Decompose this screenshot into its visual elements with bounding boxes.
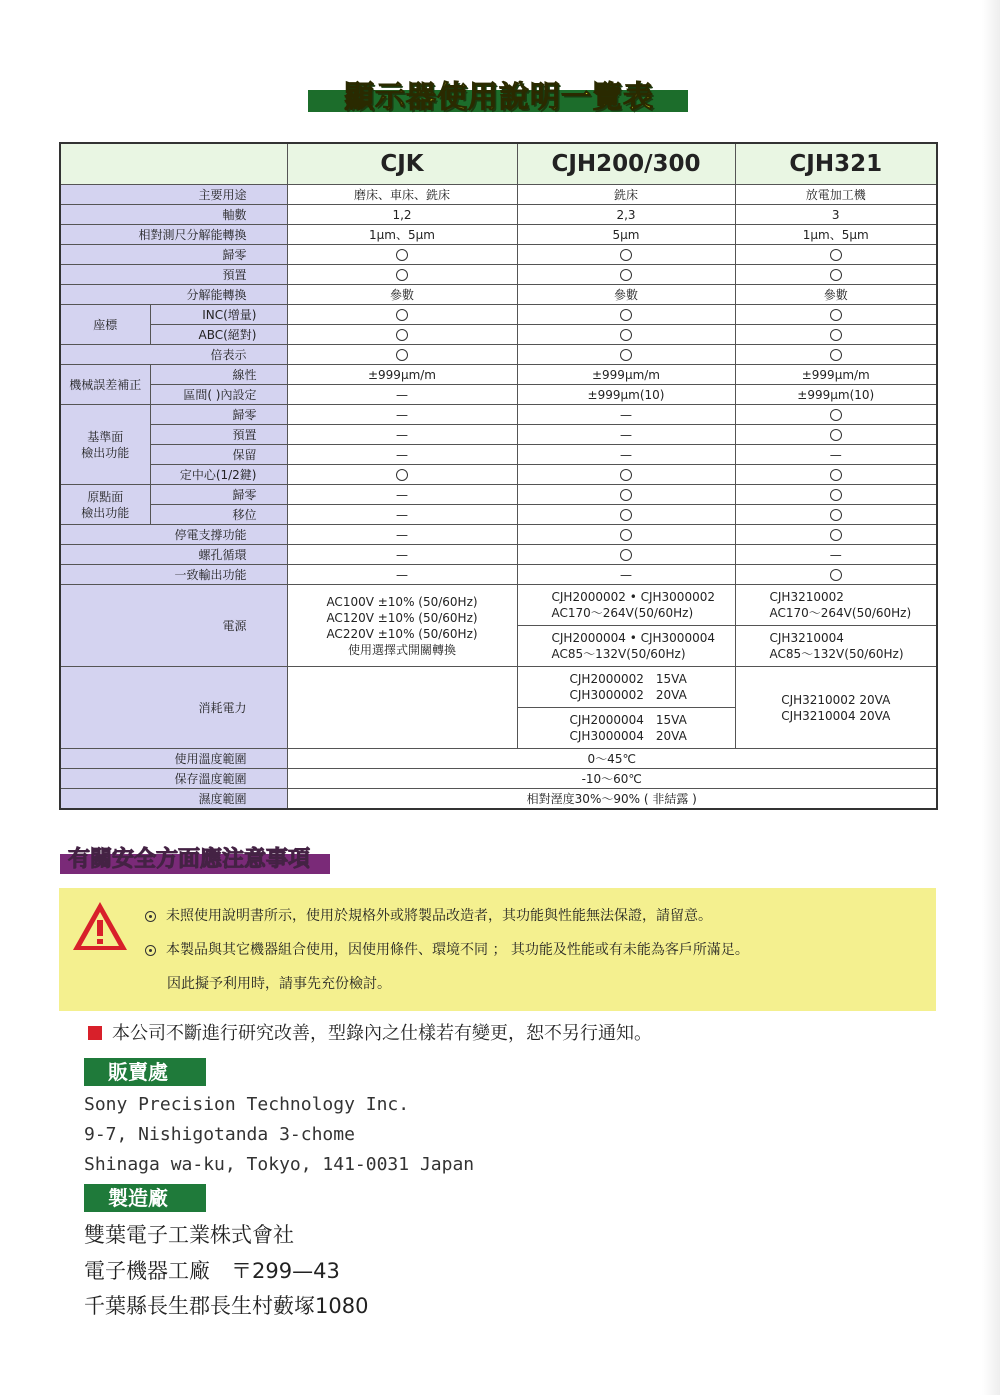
- bullet-icon: [145, 911, 156, 922]
- cell: —: [287, 545, 517, 565]
- row-label: 停電支撐功能: [60, 525, 287, 545]
- row-label: 濕度範圍: [60, 789, 287, 810]
- cell: 銑床: [517, 185, 735, 205]
- cell: 參數: [735, 285, 937, 305]
- circle-icon: [620, 309, 632, 321]
- cell: —: [735, 445, 937, 465]
- cell: —: [517, 565, 735, 585]
- red-square-icon: [88, 1026, 102, 1040]
- cell: [517, 485, 735, 505]
- cell: —: [287, 525, 517, 545]
- notice: [88, 1019, 652, 1045]
- row-label: 使用溫度範圍: [60, 749, 287, 769]
- circle-icon: [830, 249, 842, 261]
- row-label: 定中心(1/2鍵): [150, 465, 287, 485]
- row-label: 移位: [150, 505, 287, 525]
- table-row: [60, 789, 937, 810]
- row-label: 區間( )內設定: [150, 385, 287, 405]
- warning-icon: [71, 900, 129, 952]
- sales-address-line: Sony Precision Technology Inc.: [84, 1094, 410, 1115]
- table-row: [60, 525, 937, 545]
- title-text: 顯示器使用說明一覽表: [344, 80, 654, 115]
- cell: [287, 325, 517, 345]
- cell: 參數: [287, 285, 517, 305]
- power-cjk-cell: [287, 585, 517, 667]
- consumption-cjh200-b: [517, 708, 735, 749]
- circle-icon: [830, 569, 842, 581]
- safety-text: 未照使用說明書所示，使用於規格外或將製品改造者，其功能與性能無法保證，請留意。: [166, 908, 712, 924]
- table-row: [60, 585, 937, 626]
- circle-icon: [396, 329, 408, 341]
- cell: [287, 345, 517, 365]
- power-line: AC120V ±10% (50/60Hz): [326, 610, 478, 625]
- cell: [735, 325, 937, 345]
- cell: 磨床、車床、銑床: [287, 185, 517, 205]
- power-line: AC170〜264V(50/60Hz): [769, 606, 912, 620]
- table-row: [60, 565, 937, 585]
- manufacturer-line: 千葉縣長生郡長生村藪塚1080: [84, 1294, 369, 1318]
- power-cjh200-a: [517, 585, 735, 626]
- cell: ±999μm/m: [517, 365, 735, 385]
- cell: 放電加工機: [735, 185, 937, 205]
- cell: [735, 485, 937, 505]
- cell: —: [287, 405, 517, 425]
- power-line: AC100V ±10% (50/60Hz): [326, 594, 478, 609]
- circle-icon: [620, 329, 632, 341]
- cell: 相對溼度30%〜90% ( 非結露 ): [287, 789, 937, 810]
- group-label: 座標: [60, 305, 150, 345]
- table-row: [60, 485, 937, 505]
- safety-text: 本製品與其它機器組合使用，因使用條件、環境不同 ； 其功能及性能或有未能為客戶所滿足。: [166, 942, 749, 958]
- cell: [517, 525, 735, 545]
- table-row: [60, 285, 937, 305]
- cell: 參數: [517, 285, 735, 305]
- group-label: [60, 485, 150, 525]
- cell: —: [287, 425, 517, 445]
- consumption-line: CJH2000002 15VA: [569, 672, 687, 686]
- cell: —: [517, 445, 735, 465]
- bullet-icon: [145, 945, 156, 956]
- group-label-line: 檢出功能: [81, 505, 130, 520]
- table-row: [60, 365, 937, 385]
- safety-item: [145, 905, 712, 925]
- sales-address-line: Shinaga wa-ku, Tokyo, 141-0031 Japan: [84, 1154, 475, 1175]
- cell: —: [287, 505, 517, 525]
- circle-icon: [830, 309, 842, 321]
- consumption-cjh321: [735, 667, 937, 749]
- table-row: [60, 185, 937, 205]
- cell: [735, 305, 937, 325]
- circle-icon: [830, 429, 842, 441]
- cell: 1,2: [287, 205, 517, 225]
- table-row: [60, 405, 937, 425]
- power-cjh321-b: [735, 626, 937, 667]
- cell: [735, 345, 937, 365]
- sales-address-line: 9-7, Nishigotanda 3-chome: [84, 1124, 355, 1145]
- row-label: 軸數: [60, 205, 287, 225]
- table-row: [60, 245, 937, 265]
- circle-icon: [620, 489, 632, 501]
- power-line: CJH2000004 • CJH3000004: [551, 631, 715, 645]
- table-row: [60, 425, 937, 445]
- spec-table: [59, 142, 938, 810]
- cell: [517, 545, 735, 565]
- table-row: [60, 225, 937, 245]
- circle-icon: [830, 329, 842, 341]
- table-row: [60, 545, 937, 565]
- power-line: AC220V ±10% (50/60Hz): [326, 626, 478, 641]
- consumption-cjh200-a: [517, 667, 735, 708]
- row-label: 相對測尺分解能轉換: [60, 225, 287, 245]
- cell: [735, 525, 937, 545]
- row-label: 歸零: [150, 405, 287, 425]
- safety-text: 因此擬予利用時，請事先充份檢討。: [167, 976, 391, 992]
- row-label: 預置: [150, 425, 287, 445]
- table-row: [60, 505, 937, 525]
- row-label: 保存溫度範圍: [60, 769, 287, 789]
- circle-icon: [620, 249, 632, 261]
- cell: [287, 305, 517, 325]
- cell: —: [287, 485, 517, 505]
- sales-tag: 販賣處: [84, 1058, 206, 1086]
- row-label: 歸零: [60, 245, 287, 265]
- power-line: AC85〜132V(50/60Hz): [551, 647, 686, 661]
- cell: [517, 505, 735, 525]
- cell: [517, 245, 735, 265]
- power-line: AC170〜264V(50/60Hz): [551, 606, 694, 620]
- circle-icon: [620, 509, 632, 521]
- power-line: CJH3210002: [769, 590, 844, 604]
- cell: [517, 305, 735, 325]
- cell: [735, 465, 937, 485]
- table-row: [60, 749, 937, 769]
- corner-cell: [60, 143, 287, 185]
- cell: [517, 345, 735, 365]
- row-label: ABC(絕對): [150, 325, 287, 345]
- cell: [735, 245, 937, 265]
- row-label: 線性: [150, 365, 287, 385]
- row-label: 消耗電力: [60, 667, 287, 749]
- header-cjh200: CJH200/300: [517, 143, 735, 185]
- header-row: [60, 143, 937, 185]
- row-label: 主要用途: [60, 185, 287, 205]
- cell: [517, 465, 735, 485]
- cell: 3: [735, 205, 937, 225]
- table-row: [60, 667, 937, 708]
- cell: [735, 425, 937, 445]
- page-edge: [982, 0, 1000, 1395]
- cell: [735, 405, 937, 425]
- cell: [735, 265, 937, 285]
- circle-icon: [830, 349, 842, 361]
- manufacturer-line: 電子機器工廠 〒299—43: [84, 1259, 340, 1283]
- circle-icon: [396, 349, 408, 361]
- circle-icon: [830, 409, 842, 421]
- cell: ±999μm(10): [517, 385, 735, 405]
- table-row: [60, 445, 937, 465]
- group-label: [60, 405, 150, 485]
- table-row: [60, 265, 937, 285]
- circle-icon: [620, 549, 632, 561]
- consumption-line: CJH2000004 15VA: [569, 713, 687, 727]
- cell: [287, 265, 517, 285]
- cell: [517, 265, 735, 285]
- row-label: 倍表示: [60, 345, 287, 365]
- header-cjk: CJK: [287, 143, 517, 185]
- power-line: 使用選擇式開關轉換: [347, 642, 456, 657]
- cell: —: [287, 445, 517, 465]
- safety-heading: [60, 842, 330, 876]
- cell: —: [735, 545, 937, 565]
- cell: —: [517, 405, 735, 425]
- cell: 1μm、5μm: [287, 225, 517, 245]
- power-line: CJH3210004: [769, 631, 844, 645]
- manufacturer-line: 雙葉電子工業株式會社: [84, 1223, 294, 1247]
- circle-icon: [396, 269, 408, 281]
- circle-icon: [620, 269, 632, 281]
- cell: 1μm、5μm: [735, 225, 937, 245]
- cell: 5μm: [517, 225, 735, 245]
- cell: ±999μm(10): [735, 385, 937, 405]
- cell: [517, 325, 735, 345]
- table-row: [60, 325, 937, 345]
- row-label: 一致輸出功能: [60, 565, 287, 585]
- power-line: AC85〜132V(50/60Hz): [769, 647, 904, 661]
- row-label: 預置: [60, 265, 287, 285]
- circle-icon: [396, 249, 408, 261]
- group-label-line: 基準面: [87, 429, 124, 444]
- cell: [735, 505, 937, 525]
- row-label: 歸零: [150, 485, 287, 505]
- circle-icon: [620, 349, 632, 361]
- circle-icon: [830, 509, 842, 521]
- consumption-line: CJH3210004 20VA: [781, 708, 891, 723]
- consumption-line: CJH3000002 20VA: [569, 688, 687, 702]
- consumption-cjk-cell: [287, 667, 517, 749]
- cell: [287, 465, 517, 485]
- header-cjh321: CJH321: [735, 143, 937, 185]
- power-cjh321-a: [735, 585, 937, 626]
- cell: 0〜45℃: [287, 749, 937, 769]
- table-row: [60, 305, 937, 325]
- cell: —: [517, 425, 735, 445]
- circle-icon: [396, 469, 408, 481]
- safety-heading-text: 有關安全方面應注意事項: [68, 847, 311, 872]
- row-label: 保留: [150, 445, 287, 465]
- power-cjh200-b: [517, 626, 735, 667]
- consumption-line: CJH3000004 20VA: [569, 729, 687, 743]
- notice-text: 本公司不斷進行研究改善，型錄內之仕樣若有變更，恕不另行通知。: [112, 1023, 652, 1044]
- group-label-line: 原點面: [87, 489, 124, 504]
- cell: -10〜60℃: [287, 769, 937, 789]
- manufacturer-tag: 製造廠: [84, 1184, 206, 1212]
- cell: [287, 245, 517, 265]
- table-row: [60, 205, 937, 225]
- row-label: 分解能轉換: [60, 285, 287, 305]
- circle-icon: [620, 469, 632, 481]
- circle-icon: [830, 469, 842, 481]
- safety-item: [145, 939, 749, 959]
- cell: [735, 565, 937, 585]
- circle-icon: [620, 529, 632, 541]
- table-row: [60, 345, 937, 365]
- consumption-line: CJH3210002 20VA: [781, 692, 891, 707]
- table-row: [60, 385, 937, 405]
- cell: ±999μm/m: [287, 365, 517, 385]
- circle-icon: [830, 269, 842, 281]
- group-label: 機械誤差補正: [60, 365, 150, 405]
- row-label: 螺孔循環: [60, 545, 287, 565]
- circle-icon: [830, 529, 842, 541]
- cell: ±999μm/m: [735, 365, 937, 385]
- row-label: 電源: [60, 585, 287, 667]
- cell: —: [287, 385, 517, 405]
- safety-box: [59, 888, 936, 1011]
- power-line: CJH2000002 • CJH3000002: [551, 590, 715, 604]
- page-title: [308, 72, 688, 115]
- row-label: INC(增量): [150, 305, 287, 325]
- circle-icon: [396, 309, 408, 321]
- cell: —: [287, 565, 517, 585]
- group-label-line: 檢出功能: [81, 445, 130, 460]
- table-row: [60, 465, 937, 485]
- cell: 2,3: [517, 205, 735, 225]
- table-row: [60, 769, 937, 789]
- circle-icon: [830, 489, 842, 501]
